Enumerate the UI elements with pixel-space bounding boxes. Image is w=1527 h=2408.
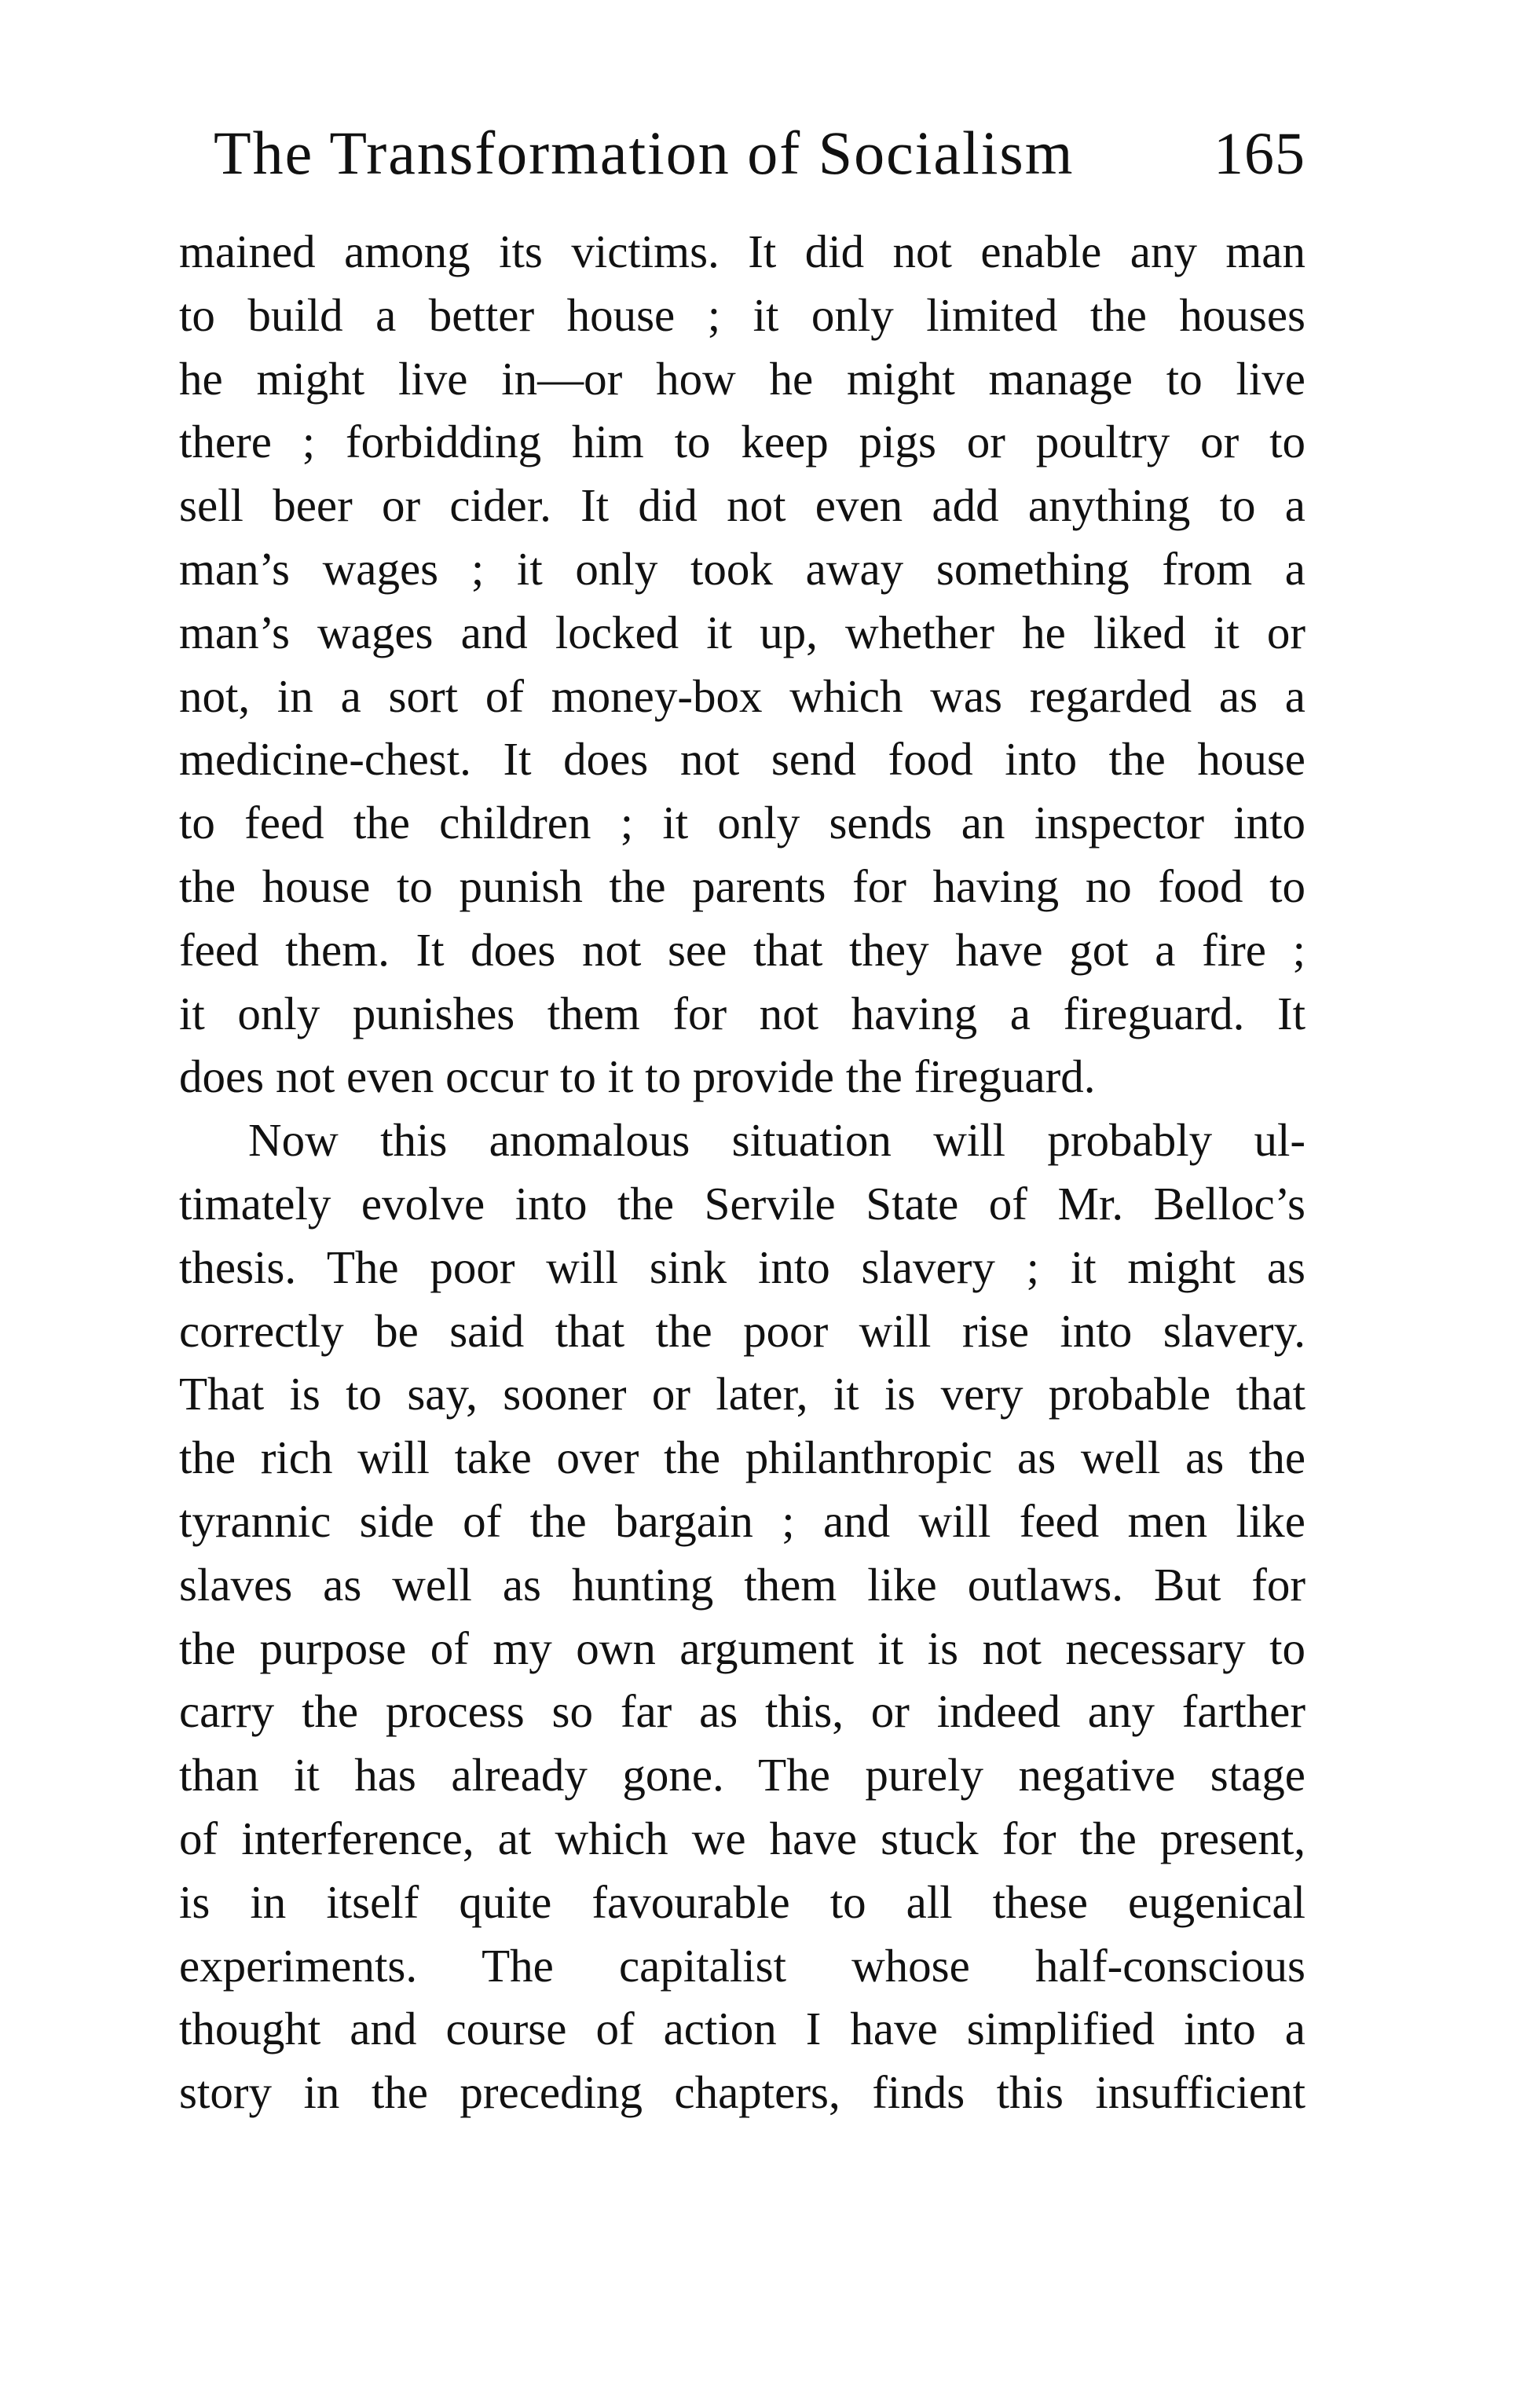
running-head (214, 110, 1305, 196)
text-line: the purpose of my own argument it is not necessary to (179, 1622, 1305, 1674)
text-line: man’s wages ; it only took away something from a (179, 542, 1305, 595)
text-line: correctly be said that the poor will rise into slavery. (179, 1304, 1305, 1357)
body-text (179, 220, 1305, 2124)
paragraph-start-line: Now this anomalous situation will probably ul- (248, 1114, 1305, 1167)
text-line: thought and course of action I have simplified into a (179, 2003, 1305, 2055)
text-line: it only punishes them for not having a fireguard. It (179, 987, 1305, 1039)
text-line: is in itself quite favourable to all these eugenical (179, 1875, 1305, 1928)
text-line: slaves as well as hunting them like outlaws. But for (179, 1558, 1305, 1611)
text-line: to feed the children ; it only sends an inspector into (179, 797, 1305, 849)
text-line: experiments. The capitalist whose half-conscious (179, 1939, 1305, 1992)
text-line: than it has already gone. The purely negative stage (179, 1749, 1305, 1801)
text-line: does not even occur to it to provide the fireguard. (179, 1050, 1096, 1103)
text-line: the house to punish the parents for having no food to (179, 859, 1305, 912)
text-line: story in the preceding chapters, finds this insufficient (179, 2066, 1305, 2119)
text-line: tyrannic side of the bargain ; and will feed men like (179, 1494, 1305, 1547)
running-title: The Transformation of Socialism (214, 119, 1075, 187)
text-line: man’s wages and locked it up, whether he liked it or (179, 606, 1305, 658)
text-line: feed them. It does not see that they have got a fire ; (179, 923, 1305, 976)
text-line: medicine-chest. It does not send food into the house (179, 733, 1305, 786)
text-line: not, in a sort of money-box which was regarded as a (179, 669, 1305, 722)
text-line: there ; forbidding him to keep pigs or poultry or to (179, 416, 1305, 468)
text-line: sell beer or cider. It did not even add anything to a (179, 479, 1305, 532)
text-line: to build a better house ; it only limited the houses (179, 288, 1305, 341)
page-number: 165 (1214, 121, 1305, 187)
text-line: carry the process so far as this, or indeed any farther (179, 1685, 1305, 1738)
text-line: of interference, at which we have stuck for the present, (179, 1812, 1305, 1864)
text-line: thesis. The poor will sink into slavery ; it might as (179, 1241, 1305, 1293)
text-line: timately evolve into the Servile State of Mr. Belloc’s (179, 1177, 1305, 1230)
text-line: the rich will take over the philanthropic as well as the (179, 1431, 1305, 1484)
text-line: That is to say, sooner or later, it is very probable that (179, 1368, 1305, 1420)
text-line: he might live in—or how he might manage to live (179, 352, 1305, 405)
text-line: mained among its victims. It did not enable any man (179, 225, 1305, 277)
